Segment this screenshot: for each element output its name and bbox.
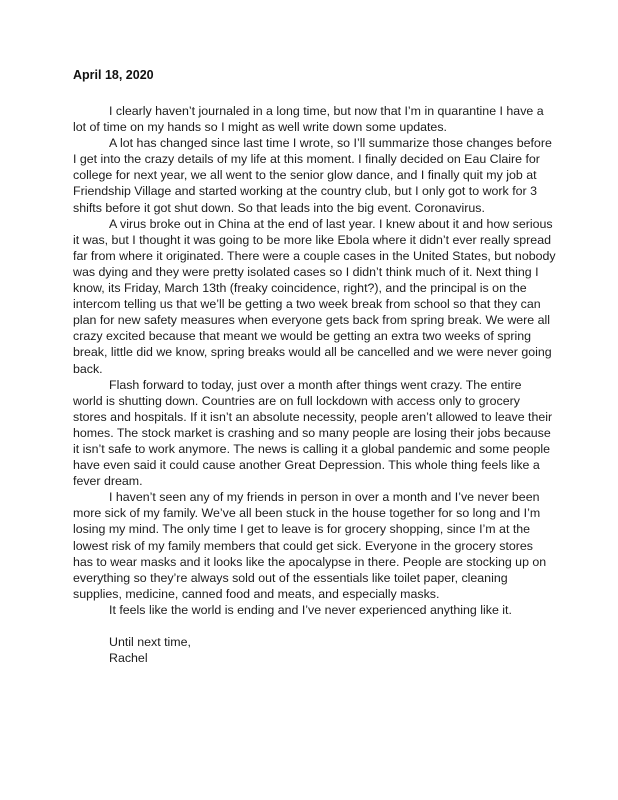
text-line: has to wear masks and it looks like the apocalypse in there. People are stocking up on	[73, 554, 547, 569]
text-line: have even said it could cause another Great Depression. This whole thing feels like a	[73, 458, 540, 473]
text-line: I haven’t seen any of my friends in person in over a month and I’ve never been	[109, 490, 540, 505]
text-line: supplies, medicine, canned food and meats, and especially masks.	[73, 586, 440, 601]
blank-line	[73, 618, 553, 634]
text-line: intercom telling us that we’ll be getting a two week break from school so that they can	[73, 297, 541, 312]
text-line: lot of time on my hands so I might as well write down some updates.	[73, 120, 447, 135]
text-line: It feels like the world is ending and I’ve never experienced anything like it.	[109, 602, 512, 617]
text-line: it was, but I thought it was going to be more like Ebola where it didn’t ever really spread	[73, 232, 551, 247]
text-line: stores and hospitals. If it isn’t an absolute necessity, people aren’t allowed to leave their	[73, 409, 553, 424]
text-line: it isn’t safe to work anymore. The news is calling it a global pandemic and some people	[73, 441, 551, 456]
text-line: homes. The stock market is crashing and so many people are losing their jobs because	[73, 425, 551, 440]
text-line: A virus broke out in China at the end of last year. I knew about it and how serious	[109, 216, 553, 231]
text-line: know, its Friday, March 13th (freaky coincidence, right?), and the principal is on the	[73, 281, 527, 296]
text-line: crazy excited because that meant we would be getting an extra two weeks of spring	[73, 329, 532, 344]
text-line: far from where it originated. There were a couple cases in the United States, but nobody	[73, 248, 556, 263]
text-line: break, little did we know, spring breaks would all be cancelled and we were never going	[73, 345, 552, 360]
text-line: I clearly haven’t journaled in a long time, but now that I’m in quarantine I have a	[109, 104, 544, 118]
text-line: A lot has changed since last time I wrote, so I’ll summarize those changes before	[109, 136, 552, 151]
text-line: was dying and they were pretty isolated cases so I didn’t think much of it. Next thing I	[73, 264, 539, 279]
text-line: Friendship Village and started working at the country club, but I only got to work for 3	[73, 184, 537, 199]
text-line: Flash forward to today, just over a month after things went crazy. The entire	[109, 377, 522, 392]
text-line: world is shutting down. Countries are on full lockdown with access only to grocery	[73, 393, 520, 408]
text-line: everything so they’re always sold out of the essentials like toilet paper, cleaning	[73, 570, 508, 585]
text-line: back.	[73, 361, 103, 376]
text-line: I get into the crazy details of my life at this moment. I finally decided on Eau Claire for	[73, 152, 540, 167]
text-line: plan for new safety measures when everyone gets back from spring break. We were all	[73, 313, 551, 328]
closing-line: Until next time,	[109, 635, 191, 650]
entry-body	[73, 103, 556, 666]
signature: Rachel	[109, 651, 148, 666]
text-line: losing my mind. The only time I get to leave is for grocery shopping, since I’m at the	[73, 522, 531, 537]
entry-date: April 18, 2020	[73, 68, 154, 82]
text-line: fever dream.	[73, 474, 143, 489]
text-line: college for next year, we all went to the senior glow dance, and I finally quit my job at	[73, 168, 537, 183]
text-line: lowest risk of my family members that could get sick. Everyone in the grocery stores	[73, 538, 533, 553]
text-line: more sick of my family. We’ve all been stuck in the house together for so long and I’m	[73, 506, 541, 521]
text-line: shifts before it got shut down. So that leads into the big event. Coronavirus.	[73, 200, 485, 215]
